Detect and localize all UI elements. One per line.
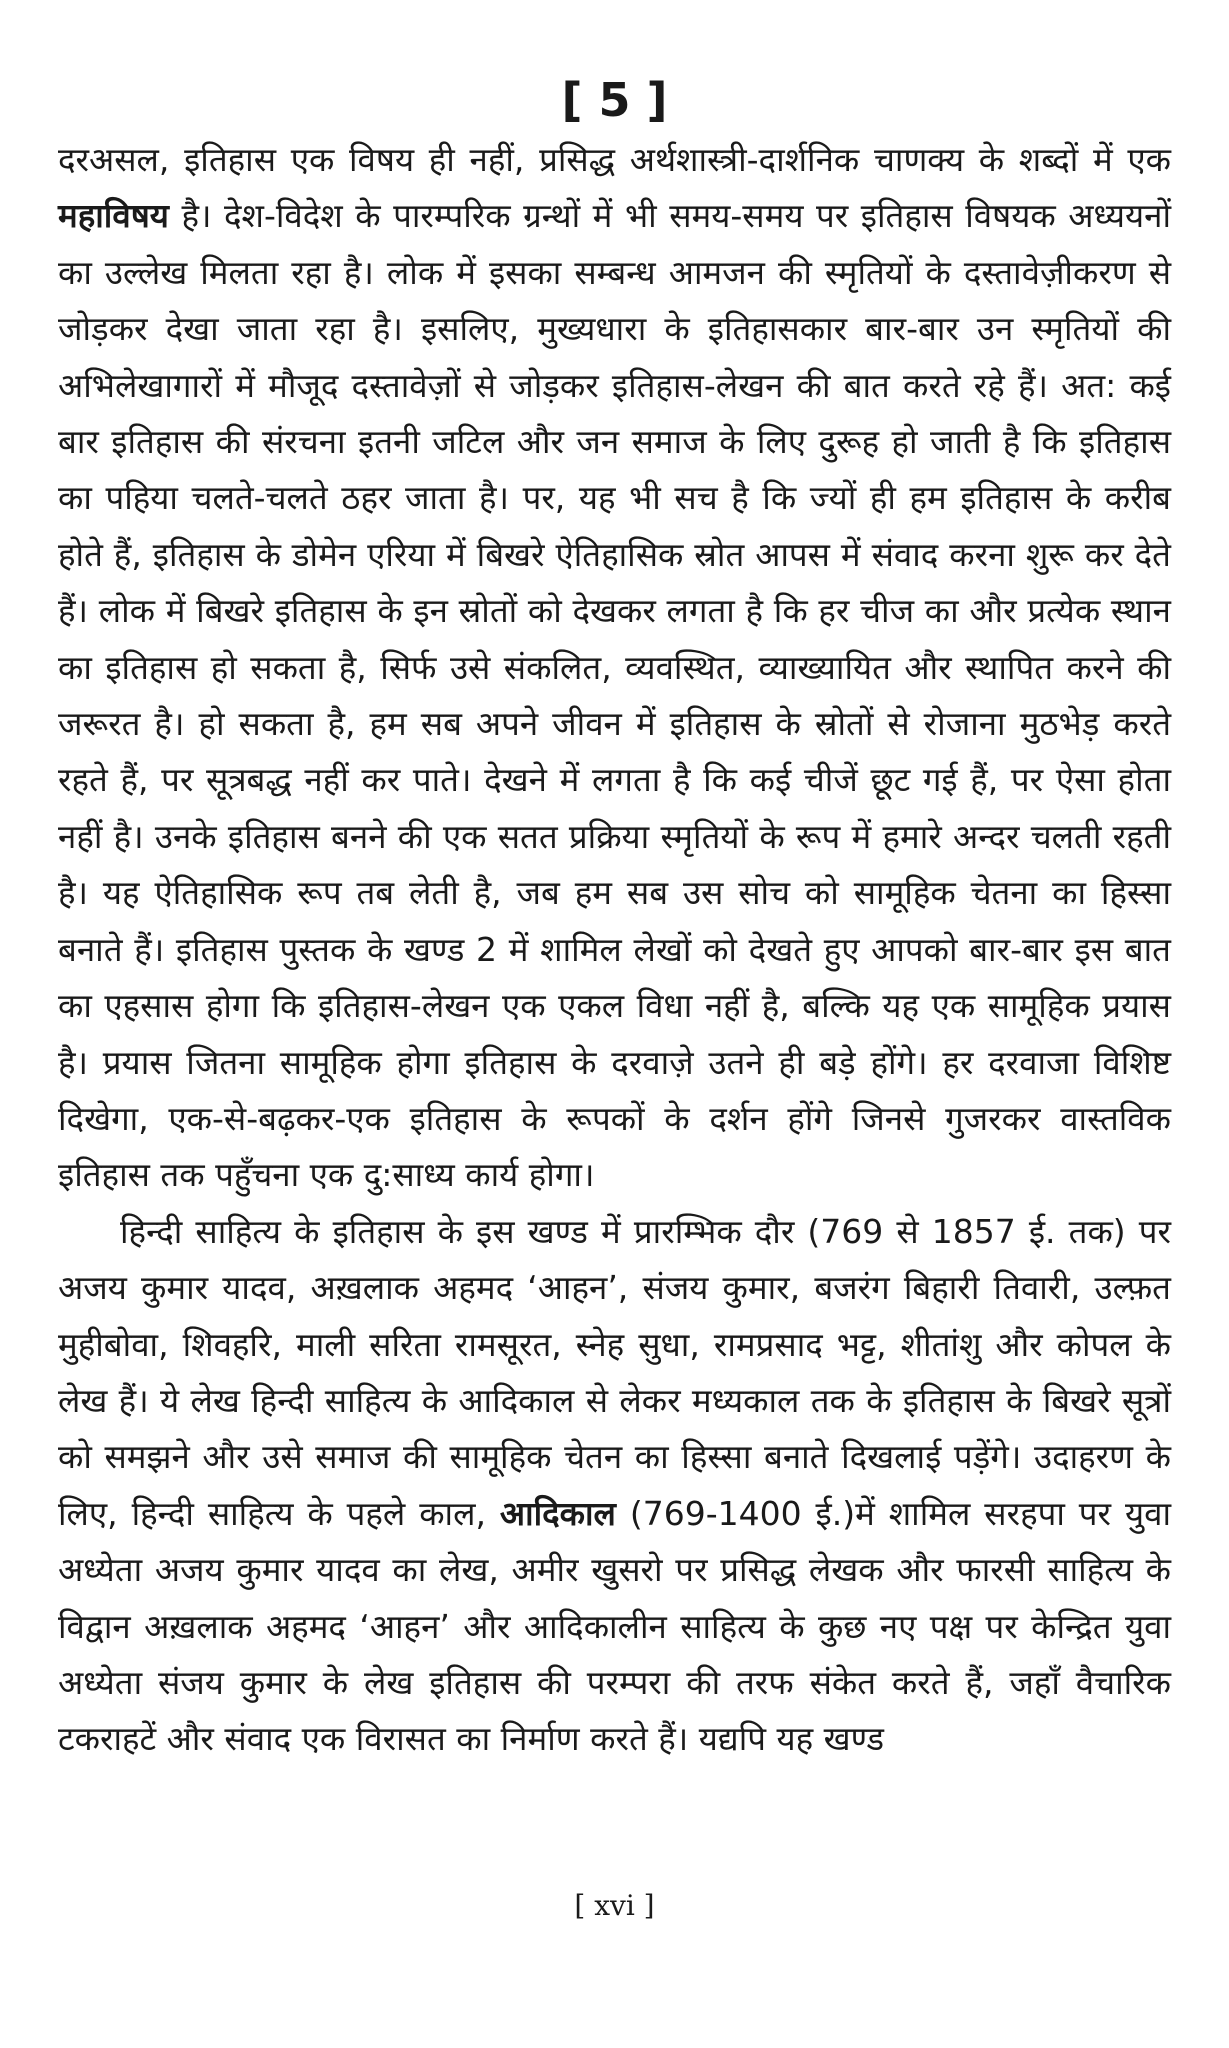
paragraph-2: [58, 1204, 1171, 1768]
bold-term-mahavishay: महाविषय: [58, 196, 169, 236]
footer-page-number: [ xvi ]: [574, 1889, 655, 1922]
paragraph-1: [58, 132, 1171, 1204]
chapter-page-number: [ 5 ]: [561, 73, 668, 127]
paragraph-2-text-b: (769-1400 ई.)में शामिल सरहपा पर युवा अध्येता अजय कुमार यादव का लेख, अमीर खुसरो पर प्रसिद्ध लेखक और फारसी साहित्य के विद्वान अख़लाक अहमद ‘आहन’ और आदिकालीन साहित्य के कुछ नए पक्ष पर केन्द्रित युवा अध्येता संजय कुमार के लेख इतिहास की परम्परा की तरफ संकेत करते हैं, जहाँ वैचारिक टकराहटें और संवाद एक विरासत का निर्माण करते हैं। यद्यपि यह खण्ड: [58, 1493, 1171, 1759]
book-page: [58, 70, 1171, 2020]
body-text: [58, 132, 1171, 1768]
paragraph-1-text-a: दरअसल, इतिहास एक विषय ही नहीं, प्रसिद्ध अर्थशास्त्री-दार्शनिक चाणक्य के शब्दों में एक: [58, 140, 1171, 179]
paragraph-1-text-b: है। देश-विदेश के पारम्परिक ग्रन्थों में भी समय-समय पर इतिहास विषयक अध्ययनों का उल्लेख मिलता रहा है। लोक में इसका सम्बन्ध आमजन की स्मृतियों के दस्तावेज़ीकरण से जोड़कर देखा जाता रहा है। इसलिए, मुख्यधारा के इतिहासकार बार-बार उन स्मृतियों की अभिलेखागारों में मौजूद दस्तावेज़ों से जोड़कर इतिहास-लेखन की बात करते रहे हैं। अत: कई बार इतिहास की संरचना इतनी जटिल और जन समाज के लिए दुरूह हो जाती है कि इतिहास का पहिया चलते-चलते ठहर जाता है। पर, यह भी सच है कि ज्यों ही हम इतिहास के करीब होते हैं, इतिहास के डोमेन एरिया में बिखरे ऐतिहासिक स्रोत आपस में संवाद करना शुरू कर देते हैं। लोक में बिखरे इतिहास के इन स्रोतों को देखकर लगता है कि हर चीज का और प्रत्येक स्थान का इतिहास हो सकता है, सिर्फ उसे संकलित, व्यवस्थित, व्याख्यायित और स्थापित करने की जरूरत है। हो सकता है, हम सब अपने जीवन में इतिहास के स्रोतों से रोजाना मुठभेड़ करते रहते हैं, पर सूत्रबद्ध नहीं कर पाते। देखने में लगता है कि कई चीजें छूट गई हैं, पर ऐसा होता नहीं है। उनके इतिहास बनने की एक सतत प्रक्रिया स्मृतियों के रूप में हमारे अन्दर चलती रहती है। यह ऐतिहासिक रूप तब लेती है, जब हम सब उस सोच को सामूहिक चेतना का हिस्सा बनाते हैं। इतिहास पुस्तक के खण्ड 2 में शामिल लेखों को देखते हुए आपको बार-बार इस बात का एहसास होगा कि इतिहास-लेखन एक एकल विधा नहीं है, बल्कि यह एक सामूहिक प्रयास है। प्रयास जितना सामूहिक होगा इतिहास के दरवाज़े उतने ही बड़े होंगे। हर दरवाजा विशिष्ट दिखेगा, एक-से-बढ़कर-एक इतिहास के रूपकों के दर्शन होंगे जिनसे गुजरकर वास्तविक इतिहास तक पहुँचना एक दु:साध्य कार्य होगा।: [58, 196, 1171, 1195]
bold-term-adikal: आदिकाल: [499, 1493, 616, 1533]
paragraph-2-text-a: हिन्दी साहित्य के इतिहास के इस खण्ड में प्रारम्भिक दौर (769 से 1857 ई. तक) पर अजय कुमार यादव, अख़लाक अहमद ‘आहन’, संजय कुमार, बजरंग बिहारी तिवारी, उल्फ़त मुहीबोवा, शिवहरि, माली सरिता रामसूरत, स्नेह सुधा, रामप्रसाद भट्ट, शीतांशु और कोपल के लेख हैं। ये लेख हिन्दी साहित्य के आदिकाल से लेकर मध्यकाल तक के इतिहास के बिखरे सूत्रों को समझने और उसे समाज की सामूहिक चेतन का हिस्सा बनाते दिखलाई पड़ेंगे। उदाहरण के लिए, हिन्दी साहित्य के पहले काल,: [58, 1211, 1171, 1533]
